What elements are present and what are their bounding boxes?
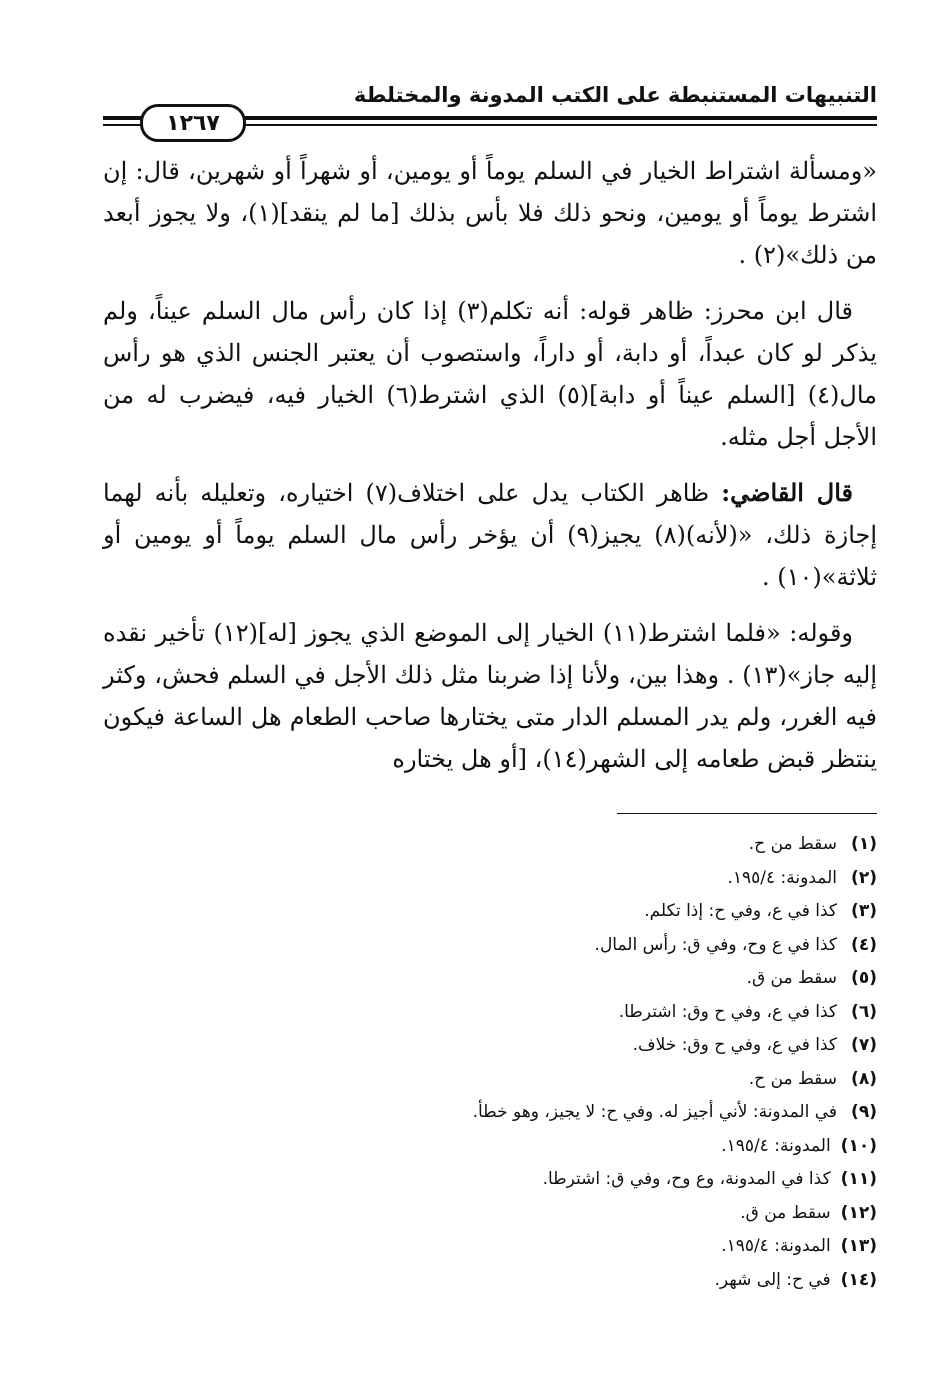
footnote [103,1197,877,1231]
footnote-number: (٣) [851,901,877,921]
footnote-separator [617,813,877,814]
footnote-number: (١١) [840,1169,877,1189]
footnote [103,1163,877,1197]
paragraph: وقوله: «فلما اشترط(١١) الخيار إلى الموضع الذي يجوز [له](١٢) تأخير نقده إليه جاز»(١٣) . وهذا بين، ولأنا إذا ضربنا مثل ذلك الأجل في السلم فحش، وكثر فيه الغرر، ولم يدر المسلم الدار متى يختارها صاحب الطعام هل الساعة فيكون ينتظر قبض طعامه إلى الشهر(١٤)، [أو هل يختاره [103,619,877,773]
footnote-number: (٧) [851,1035,877,1055]
footnote-number: (١) [851,834,877,854]
footnote-text: المدونة: ١٩٥/٤. [727,867,837,888]
footnote [103,1230,877,1264]
footnote-text: في ح: إلى شهر. [714,1269,831,1290]
footnote-text: كذا في ع، وفي ح وق: اشترطا. [618,1001,837,1022]
running-title: التنبيهات المستنبطة على الكتب المدونة والمختلطة [353,83,877,107]
footnote-number: (١٣) [840,1236,877,1256]
footnote [103,1096,877,1130]
footnote-text: كذا في المدونة، وع وح، وفي ق: اشترطا. [542,1169,831,1189]
footnote-text: سقط من ح. [748,1068,837,1089]
footnote-text: كذا في ع وح، وفي ق: رأس المال. [594,934,837,955]
footnote-number: (١٤) [840,1269,877,1290]
footnote [103,929,877,963]
speaker-label: قال القاضي: [721,478,853,507]
footnote-text: المدونة: ١٩٥/٤. [721,1236,831,1256]
footnote [103,1063,877,1097]
footnote [103,1029,877,1063]
footnote-number: (٢) [851,867,877,888]
footnote-number: (١٠) [840,1135,877,1156]
footnote [103,1130,877,1164]
footnote-number: (٥) [851,968,877,988]
footnotes [103,828,877,1297]
footnote-text: كذا في ع، وفي ح: إذا تكلم. [644,901,837,921]
paragraph-text: ظاهر الكتاب يدل على اختلاف(٧) اختياره، وتعليله بأنه لهما إجازة ذلك، «(لأنه)(٨) يجيز(٩) أن يؤخر رأس مال السلم يوماً أو يومين أو ثلاثة»(١٠) . [103,479,878,591]
footnote [103,862,877,896]
paragraph: «ومسألة اشتراط الخيار في السلم يوماً أو يومين، أو شهراً أو شهرين، قال: إن اشترط يوماً أو يومين، ونحو ذلك فلا بأس بذلك [ما لم ينقد](١)، ولا يجوز أبعد من ذلك»(٢) . [103,157,877,269]
footnote [103,962,877,996]
main-text [103,150,877,794]
footnote-text: المدونة: ١٩٥/٤. [721,1135,831,1156]
footnote [103,828,877,862]
footnote-number: (٨) [851,1068,877,1089]
paragraph: قال ابن محرز: ظاهر قوله: أنه تكلم(٣) إذا كان رأس مال السلم عيناً، ولم يذكر لو كان عبداً، أو دابة، أو داراً، واستصوب أن يعتبر الجنس الذي هو رأس مال(٤) [السلم عيناً أو دابة](٥) الذي اشترط(٦) الخيار فيه، فيضرب له من الأجل أجل مثله. [103,297,877,451]
footnote-text: سقط من ق. [740,1202,831,1223]
footnote [103,1264,877,1298]
footnote-number: (٤) [851,934,877,955]
footnote-number: (١٢) [840,1202,877,1223]
footnote [103,996,877,1030]
page-number: ١٢٦٧ [140,104,246,142]
paragraph [103,472,877,598]
footnote-text: كذا في ع، وفي ح وق: خلاف. [632,1035,837,1055]
footnote-text: في المدونة: لأني أجيز له. وفي ح: لا يجيز، وهو خطأ. [472,1102,837,1122]
footnote-text: سقط من ح. [748,834,837,854]
footnote-text: سقط من ق. [746,968,837,988]
footnote-number: (٦) [851,1001,877,1022]
footnote [103,895,877,929]
footnote-number: (٩) [851,1102,877,1122]
